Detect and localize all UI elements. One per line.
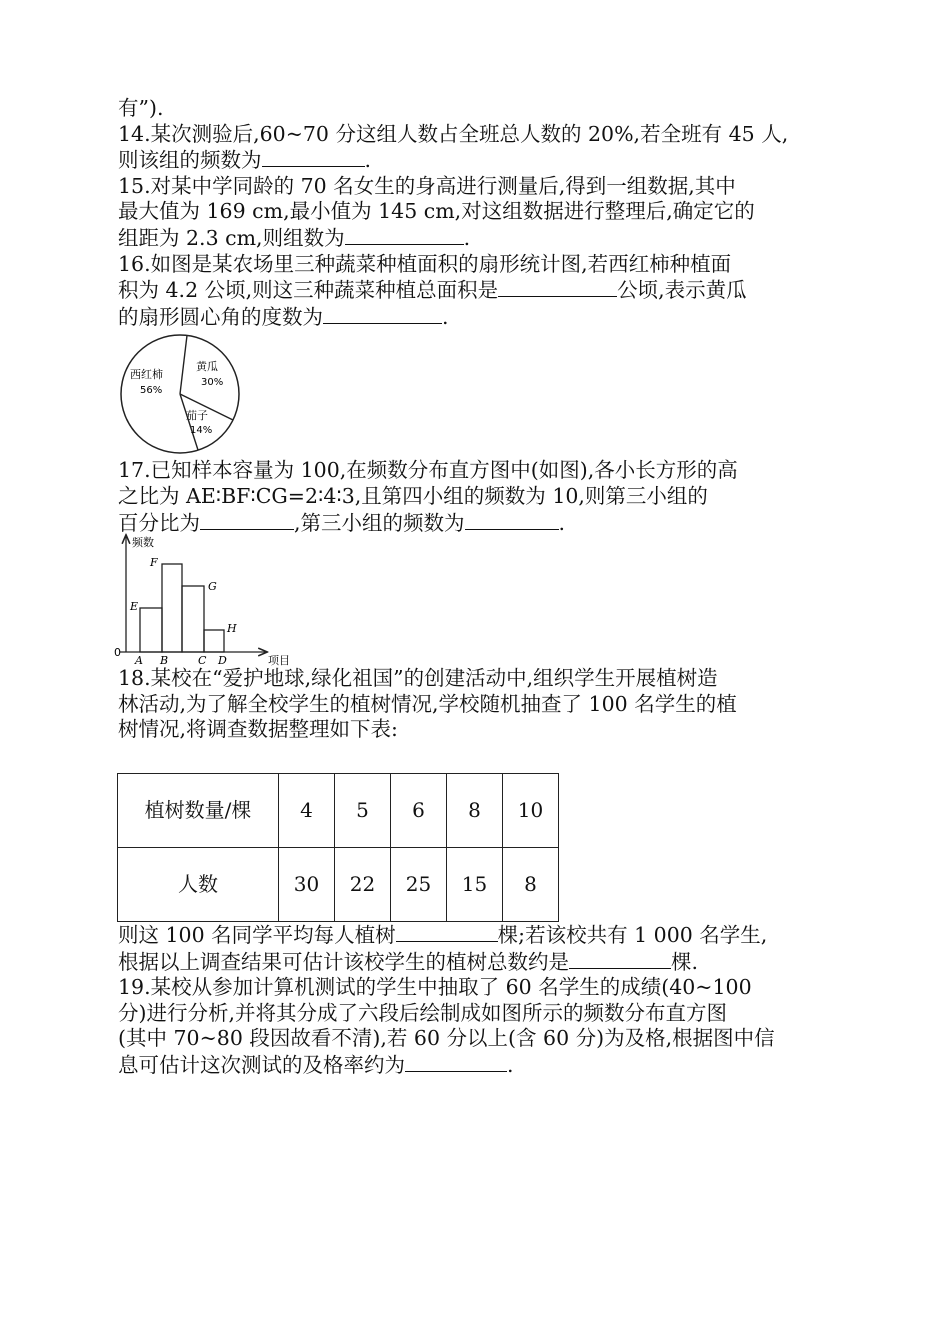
table-row xyxy=(118,773,559,847)
table-cell: 4 xyxy=(279,773,335,847)
answer-blank[interactable] xyxy=(200,510,294,530)
table-cell: 30 xyxy=(279,847,335,921)
q19-line2: 分)进行分析,并将其分成了六段后绘制成如图所示的频数分布直方图 xyxy=(118,1000,728,1025)
answer-blank[interactable] xyxy=(569,949,671,969)
pie-label-eggplant: 茄子 xyxy=(186,409,208,423)
pie-divider-eggplant-tomato xyxy=(180,394,198,450)
worksheet-page xyxy=(114,96,838,1078)
continued-text: 有”). xyxy=(118,96,164,120)
table-row-header: 人数 xyxy=(118,847,279,921)
histogram-bar xyxy=(182,586,204,652)
q19-line1: 19.某校从参加计算机测试的学生中抽取了 60 名学生的成绩(40~100 xyxy=(118,975,752,1000)
q16-line2: 积为 4.2 公顷,则这三种蔬菜种植总面积是 公顷,表示黄瓜 xyxy=(118,278,747,303)
q19-line4: 息可估计这次测试的及格率约为 . xyxy=(118,1052,514,1077)
q15-line1: 15.对某中学同龄的 70 名女生的身高进行测量后,得到一组数据,其中 xyxy=(118,173,736,198)
q14-line1: 14.某次测验后,60~70 分这组人数占全班总人数的 20%,若全班有 45 人, xyxy=(118,121,789,146)
y-axis-label: 频数 xyxy=(132,536,154,550)
answer-blank[interactable] xyxy=(323,304,442,324)
x-tick-label: D xyxy=(218,654,227,668)
histogram-chart xyxy=(114,536,290,668)
answer-blank[interactable] xyxy=(405,1052,507,1072)
histogram-figure xyxy=(114,536,838,668)
q15-line2: 最大值为 169 cm,最小值为 145 cm,对这组数据进行整理后,确定它的 xyxy=(118,199,755,224)
q16-line3: 的扇形圆心角的度数为 . xyxy=(118,304,449,329)
q18-after1: 则这 100 名同学平均每人植树 棵;若该校共有 1 000 名学生, xyxy=(118,922,768,947)
answer-blank[interactable] xyxy=(262,147,365,167)
origin-label: 0 xyxy=(114,646,121,660)
table-row xyxy=(118,847,559,921)
pie-percent-tomato: 56% xyxy=(140,385,163,397)
table-cell: 5 xyxy=(335,773,391,847)
histogram-bar xyxy=(140,608,162,652)
pie-percent-eggplant: 14% xyxy=(190,425,213,437)
q17-line1: 17.已知样本容量为 100,在频数分布直方图中(如图),各小长方形的高 xyxy=(118,458,738,483)
x-axis-label: 项目 xyxy=(268,654,290,668)
pie-label-tomato: 西红柿 xyxy=(130,368,163,382)
table-cell: 15 xyxy=(447,847,503,921)
table-cell: 25 xyxy=(391,847,447,921)
table-row-header: 植树数量/棵 xyxy=(118,773,279,847)
q18-line3: 树情况,将调查数据整理如下表: xyxy=(118,717,398,742)
answer-blank[interactable] xyxy=(345,225,464,245)
tree-planting-table xyxy=(117,773,559,922)
q15-line3: 组距为 2.3 cm,则组数为 . xyxy=(118,225,471,250)
histogram-bar xyxy=(204,630,224,652)
pie-label-cucumber: 黄瓜 xyxy=(196,360,218,374)
table-cell: 22 xyxy=(335,847,391,921)
answer-blank[interactable] xyxy=(498,277,617,297)
pie-chart-figure xyxy=(118,332,838,458)
histogram-bar xyxy=(162,564,182,652)
pie-percent-cucumber: 30% xyxy=(201,377,224,389)
table-cell: 8 xyxy=(447,773,503,847)
bar-top-label: G xyxy=(208,580,217,594)
x-tick-label: C xyxy=(198,654,207,668)
q19-line3: (其中 70~80 段因故看不清),若 60 分以上(含 60 分)为及格,根据图中信 xyxy=(118,1026,775,1051)
answer-blank[interactable] xyxy=(465,510,559,530)
x-tick-label: B xyxy=(160,654,169,668)
q14-line2: 则该组的频数为 . xyxy=(118,148,372,173)
table-cell: 6 xyxy=(391,773,447,847)
q18-line1: 18.某校在“爱护地球,绿化祖国”的创建活动中,组织学生开展植树造 xyxy=(118,666,718,691)
q17-line2: 之比为 AE∶BF∶CG=2∶4∶3,且第四小组的频数为 10,则第三小组的 xyxy=(118,483,708,508)
x-tick-label: A xyxy=(135,654,143,668)
q16-line1: 16.如图是某农场里三种蔬菜种植面积的扇形统计图,若西红柿种植面 xyxy=(118,251,732,276)
bar-top-label: H xyxy=(227,622,237,636)
pie-chart xyxy=(118,332,248,458)
histogram-bars xyxy=(129,556,237,667)
q18-after2: 根据以上调查结果可估计该校学生的植树总数约是 棵. xyxy=(118,949,699,974)
q18-line2: 林活动,为了解全校学生的植树情况,学校随机抽查了 100 名学生的植 xyxy=(118,691,737,716)
bar-top-label: F xyxy=(150,556,158,570)
bar-top-label: E xyxy=(130,600,139,614)
answer-blank[interactable] xyxy=(396,922,498,942)
q17-line3: 百分比为 ,第三小组的频数为 . xyxy=(118,510,566,535)
table-cell: 8 xyxy=(503,847,559,921)
pie-divider-tomato-cucumber xyxy=(180,336,187,395)
table-cell: 10 xyxy=(503,773,559,847)
